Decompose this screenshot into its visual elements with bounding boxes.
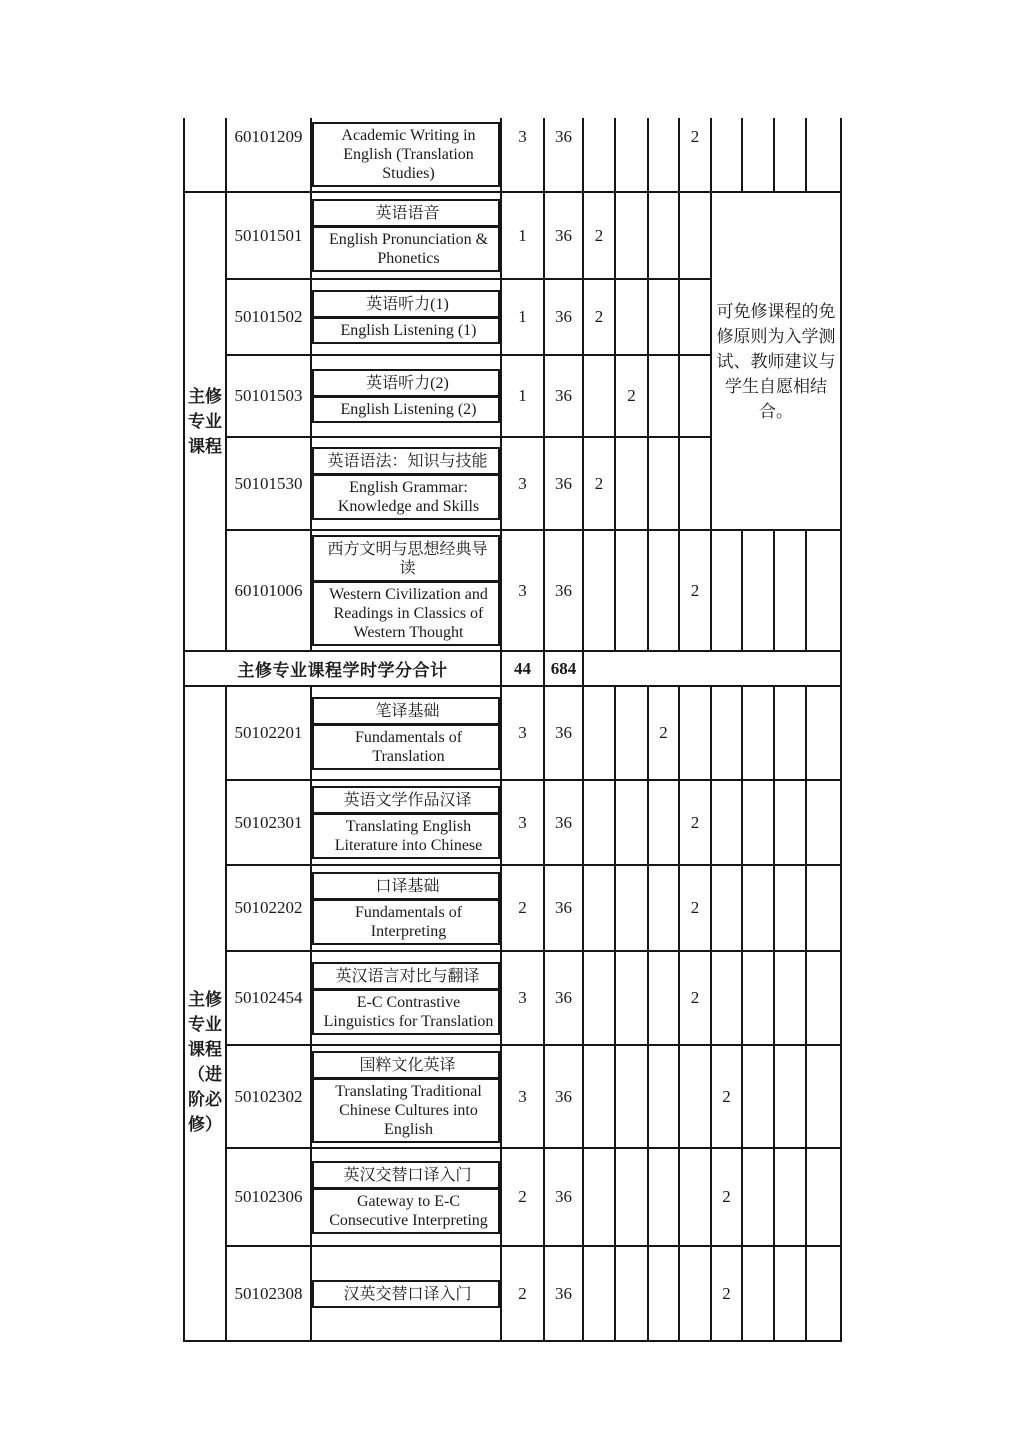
semester-4-cell	[679, 279, 711, 355]
semester-7-cell	[774, 1045, 806, 1148]
semester-2-cell	[615, 951, 648, 1045]
credits-cell: 2	[501, 1246, 544, 1341]
semester-7-cell	[774, 951, 806, 1045]
course-row	[184, 951, 841, 1045]
semester-2-cell	[615, 780, 648, 865]
course-name-en: Translating Traditional Chinese Cultures into English	[335, 1082, 482, 1138]
course-name-box	[312, 786, 500, 859]
course-name-cn: 笔译基础	[314, 699, 498, 726]
semester-7-cell	[774, 865, 806, 951]
semester-1-cell	[583, 1246, 615, 1341]
course-code-cell: 50101502	[226, 279, 311, 355]
credits-cell: 3	[501, 437, 544, 530]
semester-5-cell: 2	[711, 1246, 742, 1341]
course-name-cn: 英语听力(1)	[314, 292, 498, 319]
semester-8-cell	[806, 951, 841, 1045]
hours-cell: 36	[544, 530, 583, 651]
semester-5-cell	[711, 530, 742, 651]
course-name-en: English Pronunciation & Phonetics	[328, 231, 489, 267]
total-label-cell: 主修专业课程学时学分合计	[184, 651, 501, 686]
course-name-cn: 英语语音	[314, 201, 498, 228]
course-name-box	[312, 535, 500, 646]
hours-cell: 36	[544, 437, 583, 530]
course-name-en: Fundamentals of Translation	[354, 728, 463, 765]
total-empty-cell	[583, 651, 841, 686]
semester-5-cell	[711, 780, 742, 865]
semester-3-cell	[648, 279, 679, 355]
course-code-cell: 50102308	[226, 1246, 311, 1341]
course-code-cell: 50102301	[226, 780, 311, 865]
hours-cell: 36	[544, 1246, 583, 1341]
semester-2-cell	[615, 686, 648, 780]
semester-8-cell	[806, 1246, 841, 1341]
semester-6-cell	[742, 780, 774, 865]
semester-7-cell	[774, 118, 806, 192]
semester-4-cell: 2	[679, 780, 711, 865]
semester-3-cell	[648, 1045, 679, 1148]
course-name-cn: 英语听力(2)	[314, 371, 498, 398]
course-name-box	[312, 369, 500, 423]
semester-4-cell	[679, 192, 711, 279]
course-name-cn: 国粹文化英译	[314, 1053, 498, 1080]
course-code-cell: 50101530	[226, 437, 311, 530]
semester-5-cell	[711, 951, 742, 1045]
course-name-cn: 英语语法：知识与技能	[314, 449, 498, 476]
course-name-cell	[311, 530, 501, 651]
semester-6-cell	[742, 530, 774, 651]
semester-2-cell	[615, 192, 648, 279]
course-row	[184, 780, 841, 865]
course-row	[184, 192, 841, 279]
course-name-cell	[311, 1045, 501, 1148]
semester-6-cell	[742, 118, 774, 192]
course-name-box	[312, 199, 500, 272]
section-label-cell: 主修专业课程（进阶必修）	[184, 686, 226, 1341]
course-row	[184, 1045, 841, 1148]
semester-3-cell	[648, 1148, 679, 1246]
semester-5-cell	[711, 865, 742, 951]
course-row	[184, 530, 841, 651]
course-name-en: Translating English Literature into Chinese	[334, 818, 483, 854]
semester-7-cell	[774, 686, 806, 780]
semester-1-cell	[583, 951, 615, 1045]
semester-3-cell	[648, 780, 679, 865]
course-name-cn: 英语文学作品汉译	[314, 788, 498, 815]
course-code-cell: 50102202	[226, 865, 311, 951]
course-name-en: English Grammar: Knowledge and Skills	[337, 479, 480, 515]
credits-cell: 1	[501, 355, 544, 437]
semester-6-cell	[742, 1045, 774, 1148]
credits-cell: 3	[501, 1045, 544, 1148]
course-code-cell: 50102201	[226, 686, 311, 780]
semester-1-cell	[583, 118, 615, 192]
hours-cell: 36	[544, 355, 583, 437]
course-row	[184, 686, 841, 780]
course-name-cell	[311, 1246, 501, 1341]
semester-6-cell	[742, 686, 774, 780]
course-name-box	[312, 122, 500, 187]
credits-cell: 2	[501, 1148, 544, 1246]
course-name-en: Fundamentals of Interpreting	[354, 903, 463, 940]
course-code-cell: 50102302	[226, 1045, 311, 1148]
course-code-cell: 50102454	[226, 951, 311, 1045]
semester-1-cell	[583, 1148, 615, 1246]
semester-3-cell	[648, 437, 679, 530]
course-name-box	[312, 1161, 500, 1234]
credits-cell: 3	[501, 686, 544, 780]
course-name-cell	[311, 780, 501, 865]
semester-4-cell	[679, 1246, 711, 1341]
credits-cell: 3	[501, 951, 544, 1045]
semester-8-cell	[806, 1045, 841, 1148]
total-row	[184, 651, 841, 686]
hours-cell: 36	[544, 1045, 583, 1148]
semester-4-cell: 2	[679, 118, 711, 192]
hours-cell: 36	[544, 192, 583, 279]
course-name-en: English Listening (1)	[340, 322, 477, 339]
course-code-cell: 60101006	[226, 530, 311, 651]
semester-6-cell	[742, 1246, 774, 1341]
semester-2-cell	[615, 279, 648, 355]
semester-1-cell	[583, 1045, 615, 1148]
hours-cell: 36	[544, 865, 583, 951]
semester-4-cell	[679, 686, 711, 780]
course-name-cn: 口译基础	[314, 874, 498, 901]
course-name-cell	[311, 192, 501, 279]
credits-cell: 1	[501, 192, 544, 279]
credits-cell: 3	[501, 780, 544, 865]
notes-cell: 可免修课程的免修原则为入学测试、教师建议与学生自愿相结合。	[711, 192, 841, 530]
semester-1-cell	[583, 530, 615, 651]
semester-4-cell: 2	[679, 865, 711, 951]
curriculum-table-page	[183, 118, 846, 1303]
semester-1-cell	[583, 686, 615, 780]
course-name-en: Western Civilization and Readings in Classics of Western Thought	[329, 586, 488, 641]
semester-4-cell	[679, 355, 711, 437]
course-name-en: Academic Writing in English (Translation Studies)	[341, 127, 476, 182]
semester-6-cell	[742, 951, 774, 1045]
semester-1-cell: 2	[583, 437, 615, 530]
course-name-cn: 英汉交替口译入门	[314, 1163, 498, 1190]
semester-2-cell: 2	[615, 355, 648, 437]
credits-cell: 2	[501, 865, 544, 951]
hours-cell: 36	[544, 279, 583, 355]
credits-cell: 3	[501, 118, 544, 192]
curriculum-table	[183, 118, 842, 1342]
semester-1-cell: 2	[583, 192, 615, 279]
semester-8-cell	[806, 118, 841, 192]
course-name-cn: 英汉语言对比与翻译	[314, 964, 498, 991]
semester-3-cell	[648, 1246, 679, 1341]
semester-3-cell	[648, 118, 679, 192]
semester-4-cell	[679, 437, 711, 530]
semester-3-cell	[648, 192, 679, 279]
semester-1-cell	[583, 355, 615, 437]
semester-2-cell	[615, 437, 648, 530]
semester-7-cell	[774, 530, 806, 651]
semester-5-cell: 2	[711, 1045, 742, 1148]
semester-8-cell	[806, 686, 841, 780]
section-label-cell: 主修专业课程	[184, 192, 226, 651]
course-name-cell	[311, 279, 501, 355]
course-name-cell	[311, 118, 501, 192]
semester-2-cell	[615, 1246, 648, 1341]
course-name-cell	[311, 865, 501, 951]
semester-7-cell	[774, 780, 806, 865]
semester-3-cell	[648, 951, 679, 1045]
course-name-cell	[311, 1148, 501, 1246]
course-name-box	[312, 1280, 500, 1308]
semester-7-cell	[774, 1246, 806, 1341]
course-name-cell	[311, 686, 501, 780]
course-name-cell	[311, 437, 501, 530]
semester-5-cell	[711, 686, 742, 780]
hours-cell: 36	[544, 686, 583, 780]
course-row	[184, 1246, 841, 1341]
course-name-box	[312, 872, 500, 945]
semester-8-cell	[806, 1148, 841, 1246]
course-code-cell: 60101209	[226, 118, 311, 192]
total-credits-cell: 44	[501, 651, 544, 686]
course-name-box	[312, 697, 500, 770]
course-name-en: English Listening (2)	[340, 401, 477, 418]
hours-cell: 36	[544, 780, 583, 865]
course-code-cell: 50101503	[226, 355, 311, 437]
semester-3-cell: 2	[648, 686, 679, 780]
semester-1-cell	[583, 780, 615, 865]
hours-cell: 36	[544, 951, 583, 1045]
course-code-cell: 50102306	[226, 1148, 311, 1246]
semester-2-cell	[615, 1148, 648, 1246]
course-name-cell	[311, 951, 501, 1045]
semester-4-cell	[679, 1045, 711, 1148]
course-name-en: Gateway to E-C Consecutive Interpreting	[329, 1192, 488, 1229]
semester-3-cell	[648, 355, 679, 437]
hours-cell: 36	[544, 1148, 583, 1246]
course-name-box	[312, 447, 500, 520]
total-hours-cell: 684	[544, 651, 583, 686]
semester-6-cell	[742, 865, 774, 951]
course-name-en: E-C Contrastive Linguistics for Translation	[323, 993, 494, 1030]
semester-2-cell	[615, 530, 648, 651]
course-row	[184, 118, 841, 192]
course-row	[184, 1148, 841, 1246]
semester-5-cell: 2	[711, 1148, 742, 1246]
hours-cell: 36	[544, 118, 583, 192]
credits-cell: 1	[501, 279, 544, 355]
semester-4-cell	[679, 1148, 711, 1246]
empty-section-label-cell	[184, 118, 226, 192]
semester-4-cell: 2	[679, 951, 711, 1045]
semester-1-cell: 2	[583, 279, 615, 355]
course-name-box	[312, 290, 500, 344]
semester-2-cell	[615, 118, 648, 192]
semester-4-cell: 2	[679, 530, 711, 651]
semester-2-cell	[615, 1045, 648, 1148]
semester-3-cell	[648, 530, 679, 651]
semester-8-cell	[806, 780, 841, 865]
semester-7-cell	[774, 1148, 806, 1246]
course-name-box	[312, 962, 500, 1035]
semester-3-cell	[648, 865, 679, 951]
course-name-cn: 汉英交替口译入门	[343, 1285, 472, 1303]
course-code-cell: 50101501	[226, 192, 311, 279]
semester-8-cell	[806, 865, 841, 951]
course-name-cell	[311, 355, 501, 437]
course-name-box	[312, 1051, 500, 1143]
semester-2-cell	[615, 865, 648, 951]
course-name-cn: 西方文明与思想经典导读	[314, 537, 498, 583]
semester-5-cell	[711, 118, 742, 192]
semester-6-cell	[742, 1148, 774, 1246]
semester-1-cell	[583, 865, 615, 951]
credits-cell: 3	[501, 530, 544, 651]
semester-8-cell	[806, 530, 841, 651]
course-row	[184, 865, 841, 951]
